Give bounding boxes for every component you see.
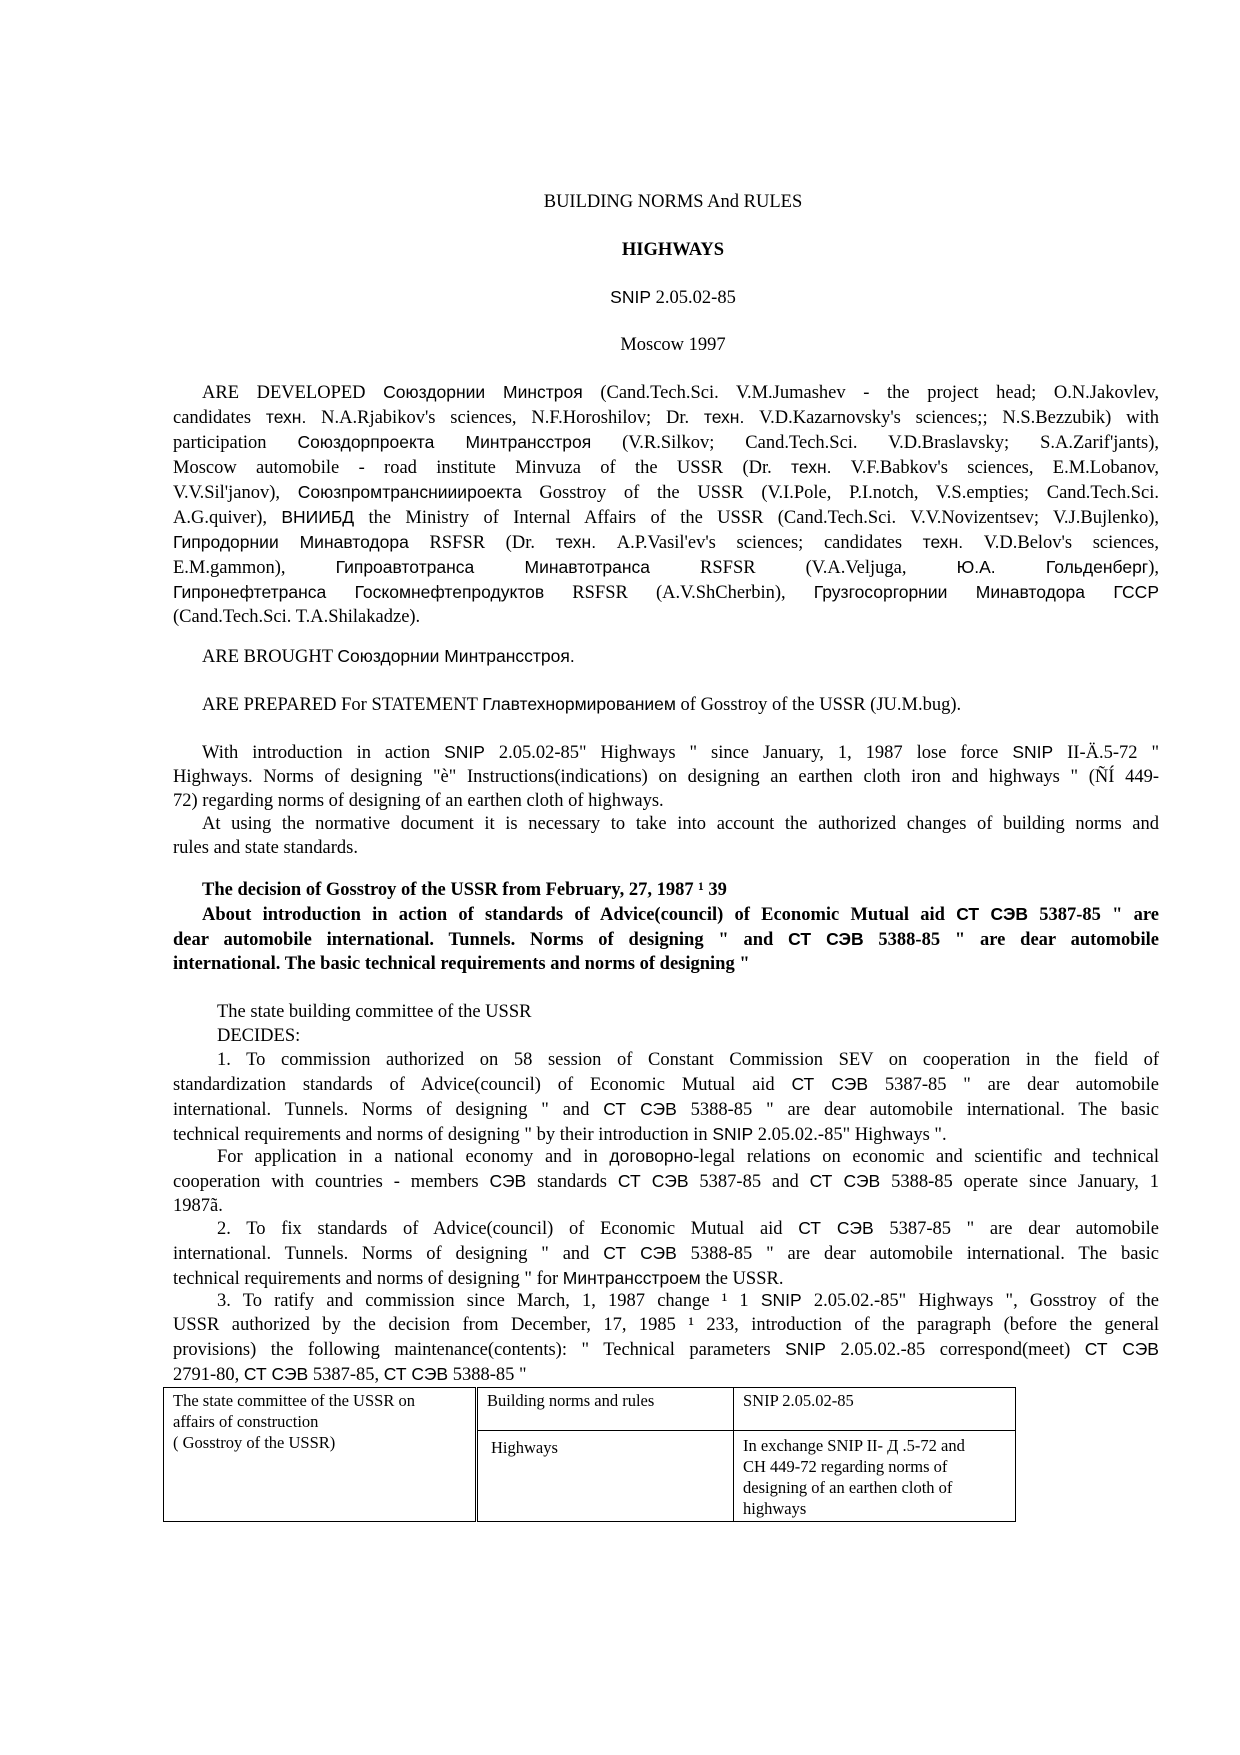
text-line [173, 1072, 1159, 1097]
cyrillic-term: СТ СЭВ [798, 1218, 874, 1238]
text-run: 5387-85 " are [1028, 905, 1159, 925]
text-run: 5387-85 " are dear automobile [868, 1075, 1159, 1095]
text-run: About introduction in action of standards of Advice(council) of Economic Mutual aid [202, 905, 957, 925]
text-line [173, 740, 1159, 765]
text-run: provisions) the following maintenance(contents): " Technical parameters [173, 1340, 786, 1360]
text-run: V.F.Babkov's sciences, E.M.Lobanov, [831, 458, 1159, 478]
text-line [173, 1169, 1159, 1194]
text-run: 1987ã. [173, 1196, 223, 1216]
text-line [173, 765, 1159, 789]
cyrillic-term: SNIP [785, 1339, 826, 1359]
replacement-line-3: designing of an earthen cloth of [743, 1478, 953, 1497]
place-year: Moscow 1997 [620, 335, 726, 355]
item-1-paragraph [173, 1048, 1159, 1147]
cyrillic-term: СТ СЭВ [809, 1171, 881, 1191]
text-run: (Cand.Tech.Sci. V.M.Jumashev - the project head; O.N.Jakovlev, [582, 383, 1159, 403]
text-line [173, 1097, 1159, 1122]
text-line [173, 380, 1159, 405]
developers-paragraph [173, 380, 1159, 629]
cyrillic-term: Союздорнии Минтрансстроя. [337, 646, 575, 666]
committee-line: The state building committee of the USSR [217, 1002, 532, 1022]
normative-note-paragraph [173, 812, 1159, 860]
text-run: V.V.Sil'janov), [173, 483, 298, 503]
cyrillic-term: договорно [609, 1146, 694, 1166]
text-run: the USSR. [700, 1269, 784, 1289]
text-run: USSR authorized by the decision from December, 17, 1985 ¹ 233, introduction of the paragraph (before the general [173, 1315, 1159, 1335]
text-run: 3. To ratify and commission since March, 1, 1987 change ¹ 1 [217, 1291, 761, 1311]
text-run: 5387-85 " are dear automobile [873, 1219, 1159, 1239]
cyrillic-term: СТ СЭВ [788, 929, 864, 949]
text-run: ARE PREPARED For STATEMENT [202, 695, 483, 715]
document-code [173, 285, 1173, 310]
text-run: 5387-85 and [688, 1172, 810, 1192]
text-line [173, 644, 1159, 669]
text-run: 5388-85 " are dear automobile [863, 930, 1159, 950]
authority-line-1: The state committee of the USSR on [173, 1391, 415, 1410]
text-line [173, 430, 1159, 455]
authority-line-3: ( Gosstroy of the USSR) [173, 1433, 336, 1452]
document-title: HIGHWAYS [621, 240, 725, 260]
cyrillic-term: SNIP [444, 742, 485, 762]
text-run: international. The basic technical requirements and norms of designing " [173, 954, 750, 974]
table-row [164, 1388, 1016, 1431]
text-run: A.G.quiver), [173, 508, 282, 528]
cyrillic-term: Грузгосоргорнии Минавтодора ГССР [813, 582, 1159, 602]
cyrillic-term: техн. [791, 457, 832, 477]
text-run: 2.05.02-85" Highways " since January, 1, 1987 lose force [484, 743, 1013, 763]
text-line [173, 789, 1159, 813]
text-run: 1. To commission authorized on 58 session of Constant Commission SEV on cooperation in the field of [217, 1050, 1159, 1070]
issuing-authority-cell [164, 1388, 477, 1522]
cyrillic-term: СТ СЭВ [791, 1074, 868, 1094]
norms-title: BUILDING NORMS And RULES [543, 192, 803, 212]
text-line [173, 927, 1159, 952]
norms-category-cell: Building norms and rules [477, 1388, 734, 1431]
cyrillic-term: SNIP [760, 1290, 802, 1310]
cyrillic-term: СТ СЭВ [243, 1364, 309, 1384]
cyrillic-term: Союздорнии Минстроя [383, 382, 583, 402]
text-line [173, 455, 1159, 480]
text-run: II-Ä.5-72 " [1053, 743, 1159, 763]
text-run: the Ministry of Internal Affairs of the USSR (Cand.Tech.Sci. V.V.Novizentsev; V.J.Bujlenko), [354, 508, 1159, 528]
text-line [173, 952, 1159, 976]
text-line [173, 812, 1159, 836]
text-run: Gosstroy of the USSR (V.I.Pole, P.I.notch, V.S.empties; Cand.Tech.Sci. [521, 483, 1159, 503]
text-run: At using the normative document it is necessary to take into account the authorized changes of building norms and [202, 814, 1159, 834]
authority-line-2: affairs of construction [173, 1412, 319, 1431]
text-run: Highways. Norms of designing "è" Instructions(indications) on designing an earthen cloth iron and highways " (ÑÍ 449- [173, 767, 1159, 787]
text-run: 2.05.02.-85" Highways ", Gosstroy of the [801, 1291, 1159, 1311]
cyrillic-term: SNIP [712, 1124, 754, 1144]
text-line [173, 1194, 1159, 1218]
text-line [173, 1216, 1159, 1241]
text-run: technical requirements and norms of designing " for [173, 1269, 563, 1289]
text-run: technical requirements and norms of designing " by their introduction in [173, 1125, 713, 1145]
text-run: cooperation with countries - members [173, 1172, 490, 1192]
text-run: standards [526, 1172, 618, 1192]
text-run: 2.05.02.-85" Highways ". [753, 1125, 947, 1145]
cyrillic-term: техн. [703, 407, 745, 427]
cyrillic-term: техн. [555, 532, 597, 552]
cyrillic-term: Союздорпроекта Минтрансстроя [297, 432, 592, 452]
replacement-cell [734, 1431, 1016, 1522]
cyrillic-term: СТ СЭВ [956, 904, 1029, 924]
text-run: 2.05.02.-85 correspond(meet) [825, 1340, 1085, 1360]
cyrillic-term: СТ СЭВ [603, 1099, 677, 1119]
text-run: standardization standards of Advice(council) of Economic Mutual aid [173, 1075, 792, 1095]
application-paragraph [173, 1144, 1159, 1218]
cyrillic-term: техн. [265, 407, 307, 427]
text-run: international. Tunnels. Norms of designing " and [173, 1244, 604, 1264]
text-run: ARE DEVELOPED [202, 383, 384, 403]
cyrillic-term: СТ СЭВ [383, 1364, 449, 1384]
text-line [173, 1048, 1159, 1072]
text-run: rules and state standards. [173, 838, 358, 858]
cyrillic-term: СТ СЭВ [1084, 1339, 1159, 1359]
text-run: A.P.Vasil'ev's sciences; candidates [596, 533, 923, 553]
cyrillic-term: Гипроавтотранса Минавтотранса [335, 557, 650, 577]
introduction-paragraph [173, 740, 1159, 813]
text-run: V.D.Kazarnovsky's sciences;; N.S.Bezzubik) with [744, 408, 1160, 428]
cyrillic-term: СЭВ [489, 1171, 527, 1191]
text-line [173, 1337, 1159, 1362]
text-line [173, 605, 1159, 629]
text-line [173, 405, 1159, 430]
replacement-line-4: highways [743, 1499, 807, 1518]
text-run: N.A.Rjabikov's sciences, N.F.Horoshilov; Dr. [306, 408, 704, 428]
cyrillic-term: техн. [922, 532, 964, 552]
cyrillic-term: Главтехнормированием [482, 694, 676, 714]
text-run: E.M.gammon), [173, 558, 336, 578]
document-info-table [163, 1387, 1016, 1522]
cyrillic-term: Союзпромтранснииироекта [297, 482, 522, 502]
text-run: RSFSR (A.V.ShCherbin), [544, 583, 814, 603]
text-run: 5388-85 " are dear automobile international. The basic [676, 1244, 1159, 1264]
text-line [173, 692, 1159, 717]
text-line [173, 1313, 1159, 1337]
code-number: 2.05.02-85 [655, 288, 736, 308]
cyrillic-term: Гипронефтетранса Госкомнефтепродуктов [173, 582, 545, 602]
text-run: 72) regarding norms of designing of an earthen cloth of highways. [173, 791, 664, 811]
brought-paragraph [173, 644, 1159, 669]
cyrillic-term: SNIP [1012, 742, 1054, 762]
code-prefix: SNIP [610, 287, 652, 307]
text-line [173, 1362, 1159, 1387]
text-run: 5388-85 " [448, 1365, 527, 1385]
text-run: of Gosstroy of the USSR (JU.M.bug). [675, 695, 962, 715]
item-3-paragraph [173, 1288, 1159, 1387]
subject-cell [477, 1431, 734, 1522]
text-line [173, 580, 1159, 605]
cyrillic-term: Ю.А. Гольденберг [956, 557, 1149, 577]
text-line [173, 836, 1159, 860]
text-run: candidates [173, 408, 266, 428]
text-line [173, 530, 1159, 555]
text-line [173, 1144, 1159, 1169]
prepared-paragraph [173, 692, 1159, 717]
text-line [173, 1241, 1159, 1266]
text-run: 5388-85 " are dear automobile international. The basic [676, 1100, 1159, 1120]
subject-text: Highways [491, 1438, 558, 1457]
text-run: international. Tunnels. Norms of designing " and [173, 1100, 604, 1120]
text-run: 5388-85 operate since January, 1 [880, 1172, 1160, 1192]
text-run: With introduction in action [202, 743, 445, 763]
text-line [173, 902, 1159, 927]
cyrillic-term: Гипродорнии Минавтодора [173, 532, 409, 552]
text-run: ARE BROUGHT [202, 647, 338, 667]
text-line [173, 1288, 1159, 1313]
code-cell: SNIP 2.05.02-85 [734, 1388, 1016, 1431]
text-run: (Cand.Tech.Sci. T.A.Shilakadze). [173, 607, 421, 627]
decision-about [173, 902, 1159, 976]
text-run: RSFSR (Dr. [408, 533, 556, 553]
text-run: dear automobile international. Tunnels. Norms of designing " and [173, 930, 789, 950]
decision-title: The decision of Gosstroy of the USSR from February, 27, 1987 ¹ 39 [202, 880, 727, 900]
text-run: V.D.Belov's sciences, [963, 533, 1159, 553]
decides-line: DECIDES: [217, 1026, 301, 1046]
text-run: For application in a national economy and in [217, 1147, 610, 1167]
cyrillic-term: ВНИИБД [281, 507, 355, 527]
replacement-line-1: In exchange SNIP II- Д .5-72 and [743, 1436, 965, 1455]
text-run: Moscow automobile - road institute Minvuza of the USSR (Dr. [173, 458, 792, 478]
replacement-line-2: CH 449-72 regarding norms of [743, 1457, 948, 1476]
text-run: participation [173, 433, 298, 453]
text-line [173, 505, 1159, 530]
text-run: (V.R.Silkov; Cand.Tech.Sci. V.D.Braslavsky; S.A.Zarif'jants), [591, 433, 1160, 453]
text-run: RSFSR (V.A.Veljuga, [649, 558, 957, 578]
text-run: -legal relations on economic and scientific and technical [693, 1147, 1160, 1167]
cyrillic-term: СТ СЭВ [617, 1171, 689, 1191]
text-line [173, 480, 1159, 505]
text-run: 2. To fix standards of Advice(council) of Economic Mutual aid [217, 1219, 799, 1239]
text-run: ), [1148, 558, 1159, 578]
cyrillic-term: СТ СЭВ [603, 1243, 677, 1263]
item-2-paragraph [173, 1216, 1159, 1291]
cyrillic-term: Минтрансстроем [562, 1268, 701, 1288]
text-line [173, 555, 1159, 580]
text-run: 2791-80, [173, 1365, 244, 1385]
text-run: 5387-85, [308, 1365, 384, 1385]
